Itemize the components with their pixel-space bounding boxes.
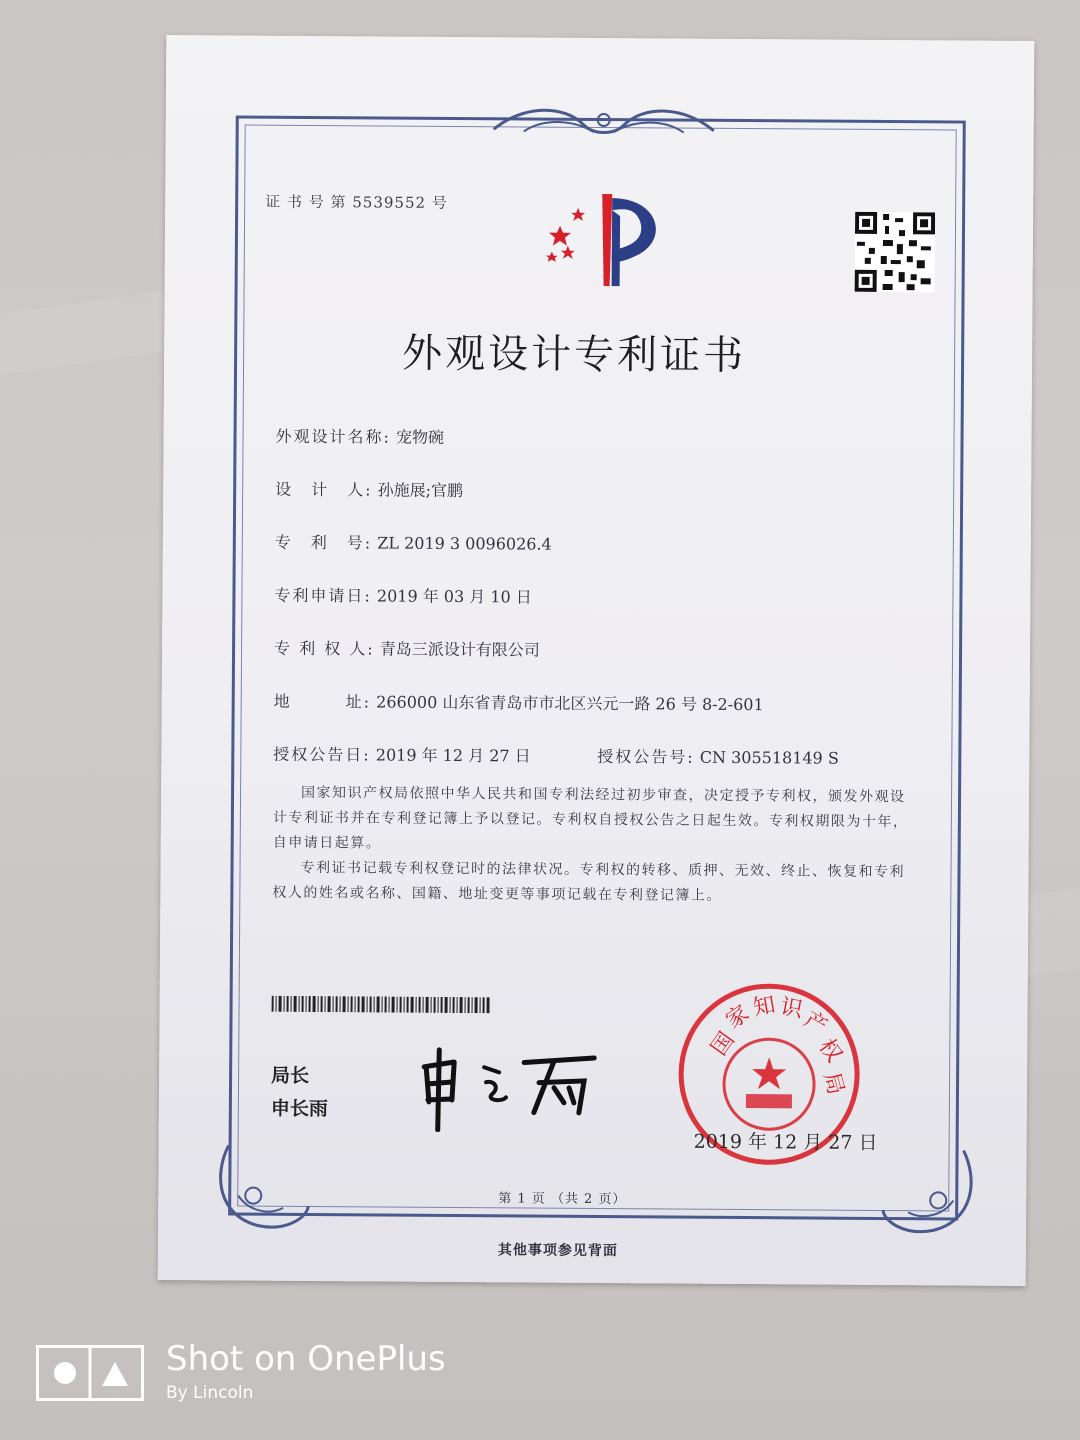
top-ornament-icon [484,99,724,151]
field-patent-number: 专 利 号: ZL 2019 3 0096026.4 [274,532,552,554]
field-grant-date: 授权公告日: 2019 年 12 月 27 日 [273,744,531,766]
page-indicator: 第 1 页 （共 2 页） [498,1191,627,1208]
field-application-date: 专利申请日: 2019 年 03 月 10 日 [274,585,532,607]
corner-ornament-right-icon [873,1140,984,1241]
field-design-name: 外观设计名称: 宠物碗 [275,426,445,447]
svg-text:知: 知 [751,992,778,1022]
field-grant-number: 授权公告号: CN 305518149 S [597,747,839,768]
patent-office-logo-icon [540,186,676,297]
camera-logo-icon [36,1345,144,1401]
certificate-paper [158,35,1035,1286]
back-side-note: 其他事项参见背面 [497,1242,618,1260]
watermark-subtitle: By Lincoln [166,1383,254,1403]
watermark-title: Shot on OnePlus [166,1339,446,1379]
seal-date: 2019 年 12 月 27 日 [693,1130,878,1154]
certificate-title: 外观设计专利证书 [401,330,747,380]
svg-text:家: 家 [721,1000,754,1034]
legal-paragraph-2: 专利证书记载专利权登记时的法律状况。专利权的转移、质押、无效、终止、恢复和专利权人的姓名或名称、国籍、地址变更等事项记载在专利登记簿上。 [272,859,906,904]
svg-text:国: 国 [706,1027,740,1061]
svg-text:识: 识 [778,994,805,1024]
field-designer: 设 计 人: 孙施展;官鹏 [275,479,464,501]
field-address: 地 址: 266000 山东省青岛市市北区兴元一路 26 号 8-2-601 [273,691,764,715]
barcode-icon [272,996,490,1014]
qr-code-icon [855,212,936,293]
corner-ornament-left-icon [208,1135,319,1236]
svg-text:产: 产 [799,1007,832,1040]
field-patentee: 专 利 权 人: 青岛三派设计有限公司 [274,638,540,660]
legal-paragraph-1: 国家知识产权局依照中华人民共和国专利法经过初步审查，决定授予专利权，颁发外观设计专利证书并在专利登记簿上予以登记。专利权自授权公告之日起生效。专利权期限为十年，自申请日起算。 [272,784,909,852]
director-title: 局长 [271,1064,310,1088]
svg-text:权: 权 [813,1034,847,1068]
certificate-number: 证 书 号 第 5539552 号 [265,192,448,212]
handwritten-signature [414,1042,605,1133]
svg-text:局: 局 [818,1069,849,1098]
director-name: 申长雨 [270,1097,328,1121]
